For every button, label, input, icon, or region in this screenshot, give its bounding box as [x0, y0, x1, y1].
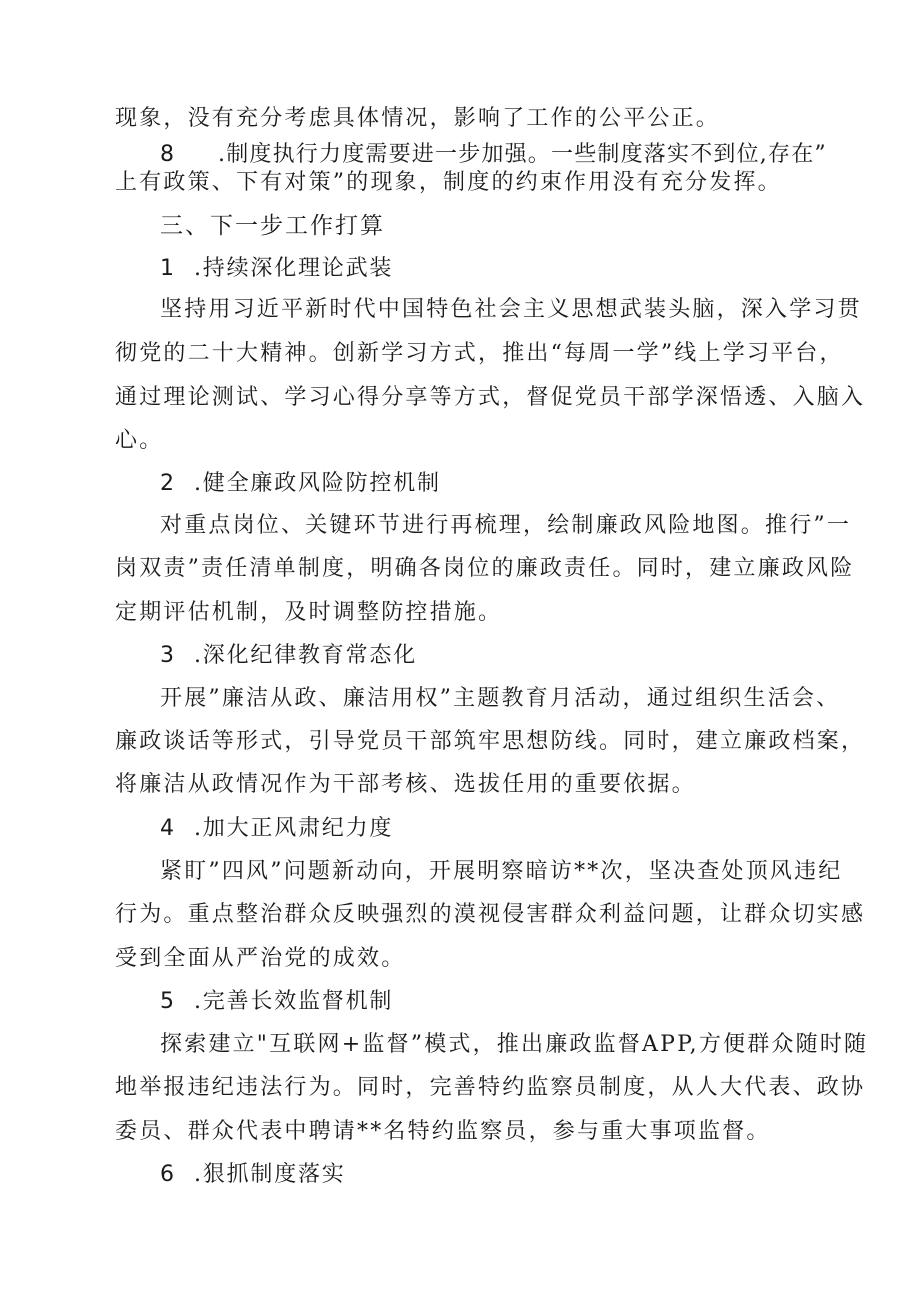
- list-item-4: [160, 814, 393, 844]
- list-item-number: 1: [160, 256, 174, 281]
- list-item-number: 3: [160, 643, 174, 668]
- list-item-text: .深化纪律教育常态化: [194, 643, 417, 668]
- body-line: 紧盯”四风”问题新动向，开展明察暗访**次，坚决查处顶风违纪: [160, 859, 843, 884]
- body-line: 开展”廉洁从政、廉洁用权”主题教育月活动，通过组织生活会、: [160, 686, 841, 711]
- list-item-text: .制度执行力度需要进一步加强。一些制度落实不到位,存在”: [218, 142, 827, 167]
- list-item-text: .持续深化理论武装: [194, 256, 394, 281]
- body-line: 将廉洁从政情况作为干部考核、选拔任用的重要依据。: [115, 772, 696, 797]
- body-line: 彻党的二十大精神。创新学习方式，推出“每周一学”线上学习平台，: [115, 341, 844, 366]
- body-line: 现象，没有充分考虑具体情况，影响了工作的公平公正。: [115, 106, 721, 131]
- list-item-text: .狠抓制度落实: [194, 1162, 346, 1187]
- body-line: 上有政策、下有对策”的现象，制度的约束作用没有充分发挥。: [115, 170, 782, 195]
- list-item-text: .加大正风肃纪力度: [194, 816, 394, 841]
- body-line: 委员、群众代表中聘请**名特约监察员，参与重大事项监督。: [115, 1119, 771, 1144]
- list-item-5: [160, 987, 393, 1017]
- body-line: 心。: [115, 428, 164, 453]
- list-item-2: [160, 469, 441, 499]
- list-item-number: 6: [160, 1162, 174, 1187]
- section-heading: 三、下一步工作打算: [160, 213, 385, 239]
- body-line: 坚持用习近平新时代中国特色社会主义思想武装头脑，深入学习贯: [160, 297, 862, 322]
- list-item-number: 5: [160, 989, 174, 1014]
- body-line: 岗双责”责任清单制度，明确各岗位的廉政责任。同时，建立廉政风险: [115, 556, 855, 581]
- list-item-number: 2: [160, 471, 174, 496]
- body-line: 行为。重点整治群众反映强烈的漠视侵害群众利益问题，让群众切实感: [115, 902, 866, 927]
- body-line: 地举报违纪违法行为。同时，完善特约监察员制度，从人大代表、政协: [115, 1075, 866, 1100]
- list-item-1: [160, 254, 393, 284]
- body-line: 对重点岗位、关键环节进行再梳理，绘制廉政风险地图。推行”一: [160, 513, 852, 538]
- list-item-number: 4: [160, 816, 174, 841]
- list-item-6: [160, 1160, 346, 1190]
- body-line: 定期评估机制，及时调整防控措施。: [115, 600, 503, 625]
- list-item-text: .完善长效监督机制: [194, 989, 394, 1014]
- body-line: 通过理论测试、学习心得分享等方式，督促党员干部学深悟透、入脑入: [115, 385, 866, 410]
- list-item-3: [160, 641, 417, 671]
- list-item-number: 8: [160, 142, 174, 167]
- list-item-text: .健全廉政风险防控机制: [194, 471, 441, 496]
- body-line: 廉政谈话等形式，引导党员干部筑牢思想防线。同时，建立廉政档案，: [115, 729, 866, 754]
- body-line: 探索建立"互联网+监督”模式，推出廉政监督APP,方便群众随时随: [160, 1032, 869, 1057]
- body-line: 受到全面从严治党的成效。: [115, 946, 406, 971]
- list-item-8: [160, 140, 827, 170]
